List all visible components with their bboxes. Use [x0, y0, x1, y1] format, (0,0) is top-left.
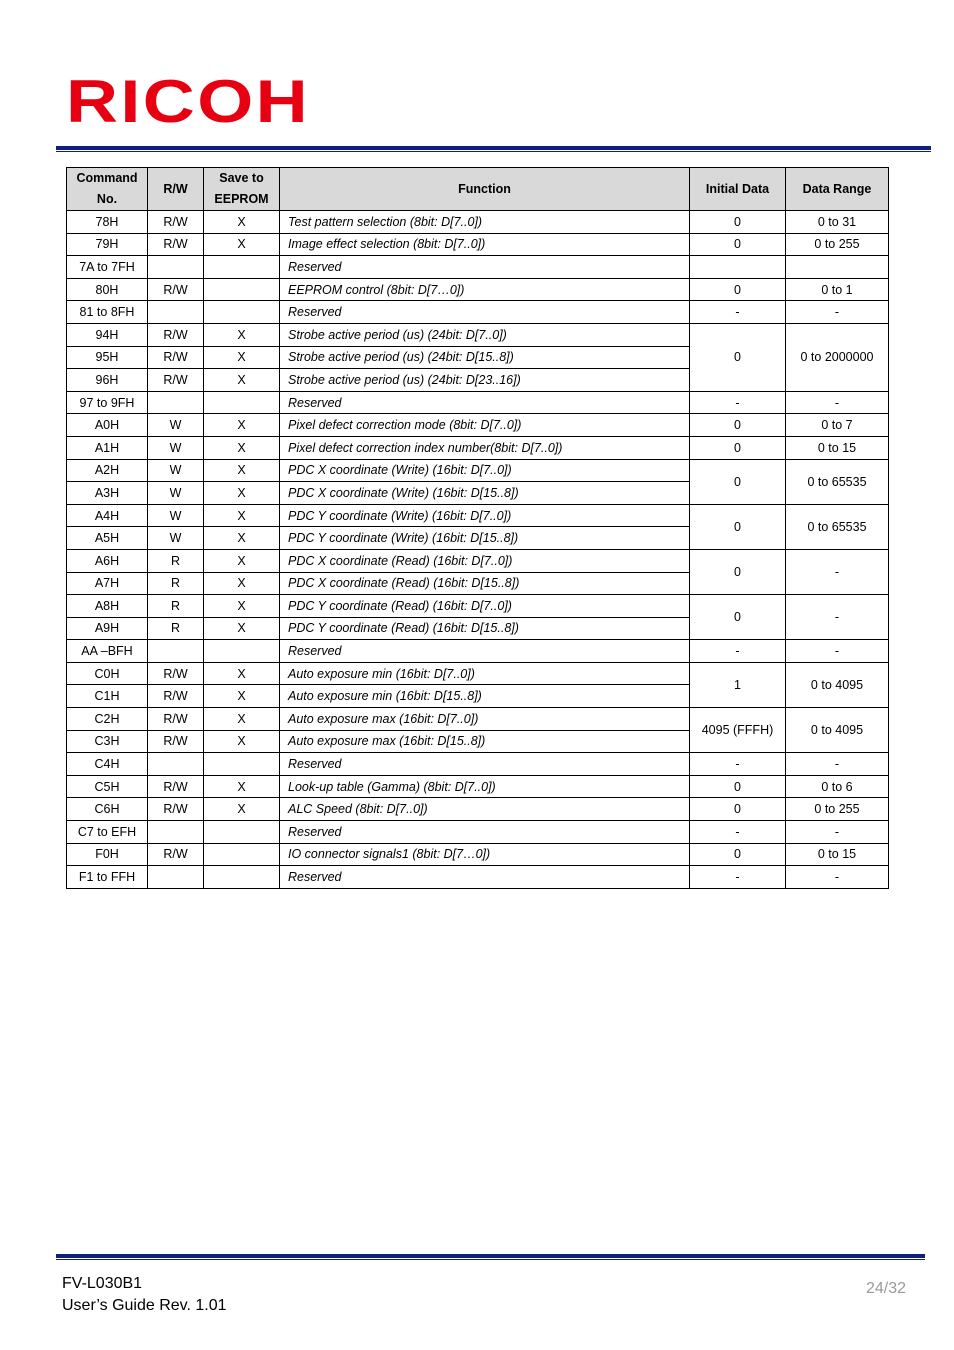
table-row — [67, 843, 889, 866]
cell-command: 79H — [67, 233, 148, 256]
cell-range: - — [786, 821, 889, 844]
cell-save — [204, 391, 280, 414]
cell-rw: W — [148, 504, 204, 527]
cell-initial: 0 — [690, 211, 786, 234]
cell-command: A2H — [67, 459, 148, 482]
table-row — [67, 278, 889, 301]
cell-function: Pixel defect correction index number(8bit: D[7..0]) — [280, 436, 690, 459]
cell-command: F1 to FFH — [67, 866, 148, 889]
cell-rw: R/W — [148, 775, 204, 798]
cell-rw: R — [148, 549, 204, 572]
cell-save — [204, 301, 280, 324]
cell-function: ALC Speed (8bit: D[7..0]) — [280, 798, 690, 821]
cell-function: Strobe active period (us) (24bit: D[23..16]) — [280, 369, 690, 392]
cell-command: C7 to EFH — [67, 821, 148, 844]
cell-rw — [148, 866, 204, 889]
cell-function: Look-up table (Gamma) (8bit: D[7..0]) — [280, 775, 690, 798]
cell-range: 0 to 65535 — [786, 459, 889, 504]
cell-command: A4H — [67, 504, 148, 527]
cell-rw — [148, 753, 204, 776]
cell-range — [786, 256, 889, 279]
cell-command: C4H — [67, 753, 148, 776]
cell-command: A7H — [67, 572, 148, 595]
table-row — [67, 821, 889, 844]
cell-initial: 0 — [690, 549, 786, 594]
cell-initial: 0 — [690, 436, 786, 459]
cell-command: C1H — [67, 685, 148, 708]
cell-function: Test pattern selection (8bit: D[7..0]) — [280, 211, 690, 234]
cell-save: X — [204, 775, 280, 798]
cell-command: F0H — [67, 843, 148, 866]
cell-initial — [690, 256, 786, 279]
cell-save: X — [204, 233, 280, 256]
cell-rw: W — [148, 436, 204, 459]
cell-range: - — [786, 391, 889, 414]
cell-command: A1H — [67, 436, 148, 459]
cell-save: X — [204, 662, 280, 685]
cell-range: - — [786, 301, 889, 324]
ricoh-logo: RICOH — [66, 68, 311, 135]
cell-save: X — [204, 549, 280, 572]
table-row — [67, 798, 889, 821]
cell-initial: 0 — [690, 233, 786, 256]
cell-save — [204, 640, 280, 663]
cell-command: AA –BFH — [67, 640, 148, 663]
cell-function: Auto exposure max (16bit: D[15..8]) — [280, 730, 690, 753]
cell-range: 0 to 255 — [786, 233, 889, 256]
cell-function: Reserved — [280, 391, 690, 414]
cell-command: C6H — [67, 798, 148, 821]
cell-command: A5H — [67, 527, 148, 550]
table-row — [67, 662, 889, 685]
cell-command: 80H — [67, 278, 148, 301]
cell-range: - — [786, 640, 889, 663]
cell-initial: - — [690, 640, 786, 663]
table-row — [67, 549, 889, 572]
header-command: Command No. — [67, 168, 148, 211]
cell-range: 0 to 31 — [786, 211, 889, 234]
cell-save: X — [204, 346, 280, 369]
cell-range: - — [786, 753, 889, 776]
cell-command: A8H — [67, 595, 148, 618]
table-row — [67, 504, 889, 527]
cell-command: 94H — [67, 323, 148, 346]
cell-save — [204, 866, 280, 889]
cell-range: 0 to 4095 — [786, 662, 889, 707]
cell-range: 0 to 7 — [786, 414, 889, 437]
cell-initial: 0 — [690, 798, 786, 821]
cell-initial: 0 — [690, 843, 786, 866]
cell-save: X — [204, 211, 280, 234]
cell-command: C2H — [67, 708, 148, 731]
cell-save: X — [204, 459, 280, 482]
cell-command: 95H — [67, 346, 148, 369]
cell-rw — [148, 821, 204, 844]
cell-rw — [148, 391, 204, 414]
cell-function: Reserved — [280, 256, 690, 279]
cell-command: C3H — [67, 730, 148, 753]
cell-range: 0 to 2000000 — [786, 323, 889, 391]
cell-function: PDC Y coordinate (Write) (16bit: D[7..0]) — [280, 504, 690, 527]
footer-guide: User’s Guide Rev. 1.01 — [62, 1297, 227, 1314]
cell-command: C0H — [67, 662, 148, 685]
cell-initial: 0 — [690, 459, 786, 504]
table-row — [67, 211, 889, 234]
cell-command: 81 to 8FH — [67, 301, 148, 324]
cell-initial: 0 — [690, 504, 786, 549]
table-row — [67, 323, 889, 346]
cell-save: X — [204, 527, 280, 550]
cell-function: IO connector signals1 (8bit: D[7…0]) — [280, 843, 690, 866]
cell-rw: R/W — [148, 662, 204, 685]
cell-rw: R/W — [148, 346, 204, 369]
table-row — [67, 595, 889, 618]
cell-range: - — [786, 866, 889, 889]
table-row — [67, 640, 889, 663]
cell-range: 0 to 6 — [786, 775, 889, 798]
cell-function: Reserved — [280, 866, 690, 889]
header-save: Save to EEPROM — [204, 168, 280, 211]
cell-save: X — [204, 730, 280, 753]
cell-initial: 0 — [690, 278, 786, 301]
cell-range: - — [786, 595, 889, 640]
cell-command: A3H — [67, 482, 148, 505]
cell-save — [204, 278, 280, 301]
cell-initial: - — [690, 866, 786, 889]
cell-rw: W — [148, 414, 204, 437]
cell-function: Reserved — [280, 821, 690, 844]
table-row — [67, 459, 889, 482]
cell-command: 7A to 7FH — [67, 256, 148, 279]
cell-rw — [148, 256, 204, 279]
cell-save — [204, 843, 280, 866]
cell-save — [204, 753, 280, 776]
cell-command: 78H — [67, 211, 148, 234]
cell-rw: R/W — [148, 798, 204, 821]
cell-command: A0H — [67, 414, 148, 437]
cell-function: PDC Y coordinate (Read) (16bit: D[15..8]) — [280, 617, 690, 640]
cell-function: Pixel defect correction mode (8bit: D[7..0]) — [280, 414, 690, 437]
cell-function: Reserved — [280, 753, 690, 776]
table-row — [67, 256, 889, 279]
table-row — [67, 753, 889, 776]
header-rule — [56, 146, 931, 152]
cell-rw — [148, 301, 204, 324]
cell-save: X — [204, 436, 280, 459]
cell-function: PDC X coordinate (Write) (16bit: D[7..0]) — [280, 459, 690, 482]
cell-range: 0 to 15 — [786, 436, 889, 459]
cell-initial: 0 — [690, 414, 786, 437]
cell-save: X — [204, 572, 280, 595]
cell-command: 97 to 9FH — [67, 391, 148, 414]
cell-save — [204, 256, 280, 279]
table-row — [67, 301, 889, 324]
table-row — [67, 233, 889, 256]
cell-save: X — [204, 708, 280, 731]
cell-function: PDC X coordinate (Read) (16bit: D[15..8]) — [280, 572, 690, 595]
cell-range: - — [786, 549, 889, 594]
cell-function: Auto exposure min (16bit: D[15..8]) — [280, 685, 690, 708]
cell-range: 0 to 4095 — [786, 708, 889, 753]
header-range: Data Range — [786, 168, 889, 211]
cell-save: X — [204, 482, 280, 505]
cell-function: Reserved — [280, 640, 690, 663]
cell-rw: R — [148, 595, 204, 618]
cell-save: X — [204, 504, 280, 527]
cell-rw: R/W — [148, 369, 204, 392]
cell-save: X — [204, 323, 280, 346]
cell-function: PDC Y coordinate (Read) (16bit: D[7..0]) — [280, 595, 690, 618]
cell-rw: R — [148, 572, 204, 595]
cell-command: A6H — [67, 549, 148, 572]
footer-rule — [56, 1254, 925, 1260]
footer-model: FV-L030B1 — [62, 1275, 143, 1292]
cell-range: 0 to 65535 — [786, 504, 889, 549]
cell-rw — [148, 640, 204, 663]
cell-save — [204, 821, 280, 844]
cell-function: PDC Y coordinate (Write) (16bit: D[15..8]) — [280, 527, 690, 550]
table-row — [67, 775, 889, 798]
cell-command: A9H — [67, 617, 148, 640]
header-function: Function — [280, 168, 690, 211]
cell-function: Reserved — [280, 301, 690, 324]
cell-range: 0 to 255 — [786, 798, 889, 821]
cell-command: C5H — [67, 775, 148, 798]
cell-rw: R/W — [148, 843, 204, 866]
cell-rw: R/W — [148, 685, 204, 708]
header-initial: Initial Data — [690, 168, 786, 211]
cell-rw: R/W — [148, 278, 204, 301]
cell-save: X — [204, 685, 280, 708]
cell-initial: - — [690, 821, 786, 844]
cell-initial: 0 — [690, 595, 786, 640]
cell-rw: R/W — [148, 211, 204, 234]
cell-save: X — [204, 798, 280, 821]
cell-rw: R — [148, 617, 204, 640]
page-number: 24/32 — [866, 1280, 907, 1297]
cell-function: EEPROM control (8bit: D[7…0]) — [280, 278, 690, 301]
cell-save: X — [204, 369, 280, 392]
cell-function: Auto exposure min (16bit: D[7..0]) — [280, 662, 690, 685]
cell-initial: 1 — [690, 662, 786, 707]
cell-save: X — [204, 617, 280, 640]
table-row — [67, 708, 889, 731]
header-rw: R/W — [148, 168, 204, 211]
cell-initial: 4095 (FFFH) — [690, 708, 786, 753]
cell-command: 96H — [67, 369, 148, 392]
table-header-row — [67, 168, 889, 211]
footer-info — [62, 1273, 227, 1317]
cell-function: PDC X coordinate (Write) (16bit: D[15..8]) — [280, 482, 690, 505]
cell-initial: - — [690, 301, 786, 324]
cell-initial: 0 — [690, 323, 786, 391]
cell-function: Image effect selection (8bit: D[7..0]) — [280, 233, 690, 256]
cell-initial: 0 — [690, 775, 786, 798]
table-row — [67, 866, 889, 889]
register-table — [66, 167, 889, 889]
cell-rw: W — [148, 459, 204, 482]
table-row — [67, 414, 889, 437]
cell-rw: W — [148, 527, 204, 550]
cell-range: 0 to 1 — [786, 278, 889, 301]
cell-rw: R/W — [148, 323, 204, 346]
table-row — [67, 391, 889, 414]
cell-initial: - — [690, 753, 786, 776]
cell-save: X — [204, 595, 280, 618]
cell-rw: R/W — [148, 708, 204, 731]
cell-rw: W — [148, 482, 204, 505]
cell-function: Strobe active period (us) (24bit: D[15..8]) — [280, 346, 690, 369]
cell-save: X — [204, 414, 280, 437]
cell-function: PDC X coordinate (Read) (16bit: D[7..0]) — [280, 549, 690, 572]
cell-function: Strobe active period (us) (24bit: D[7..0]) — [280, 323, 690, 346]
cell-rw: R/W — [148, 730, 204, 753]
cell-initial: - — [690, 391, 786, 414]
cell-range: 0 to 15 — [786, 843, 889, 866]
cell-function: Auto exposure max (16bit: D[7..0]) — [280, 708, 690, 731]
cell-rw: R/W — [148, 233, 204, 256]
table-row — [67, 436, 889, 459]
